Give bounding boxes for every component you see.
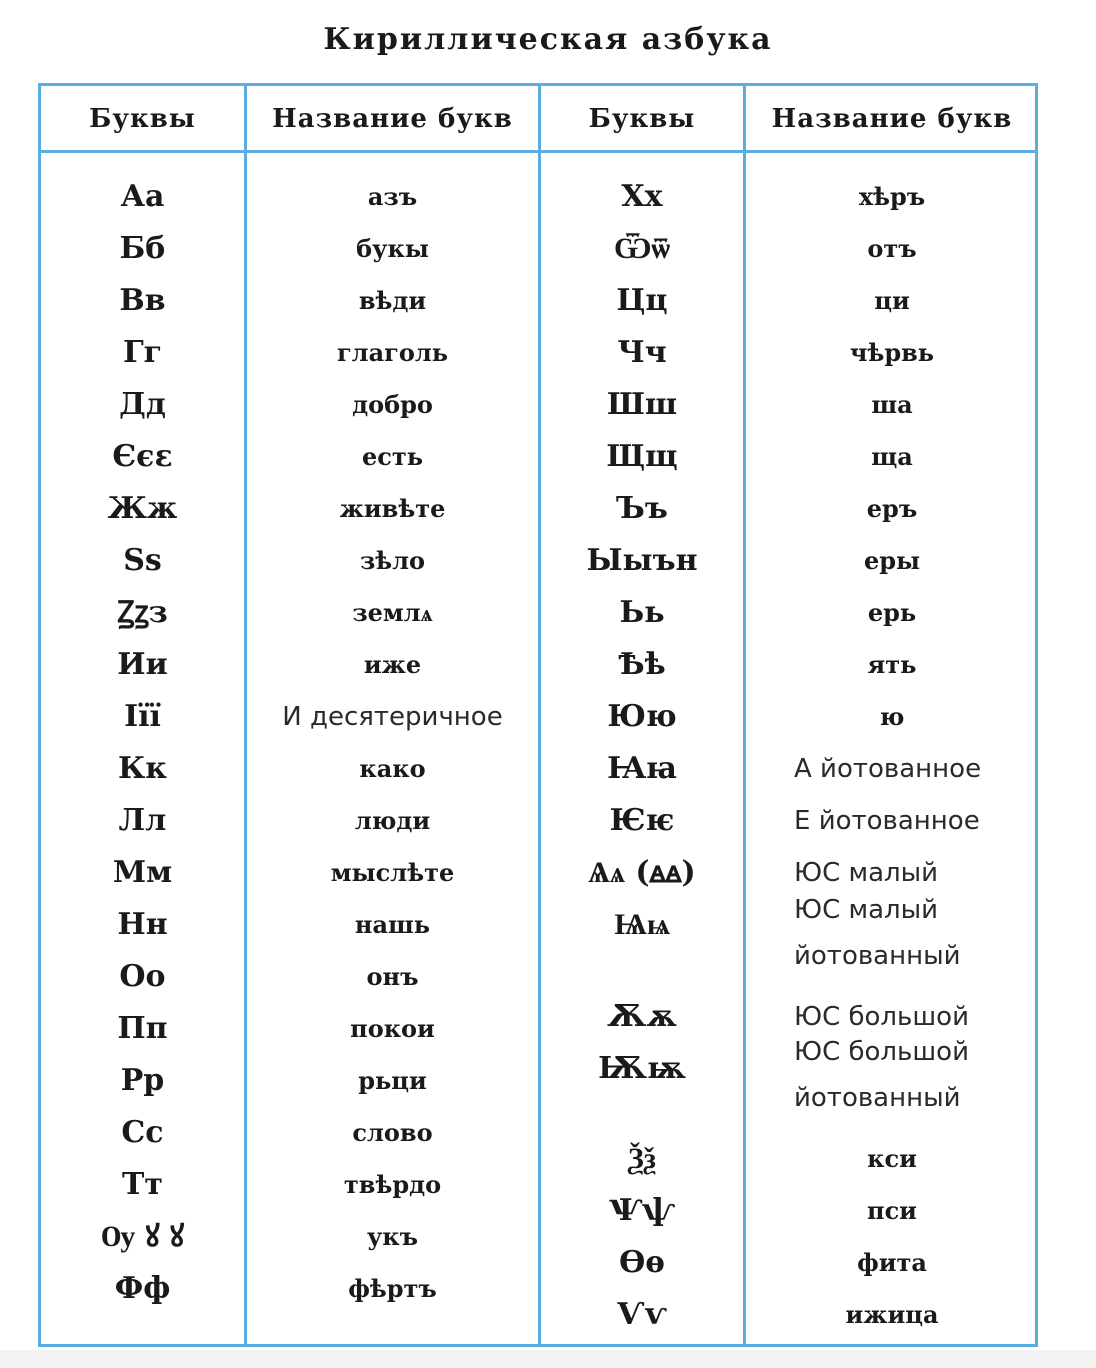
name-cell: ща (871, 442, 913, 471)
name-cell: пси (867, 1196, 917, 1225)
letter-cell: Ѭѭ (598, 1051, 686, 1086)
name-cell: ЮС большой йотованный (794, 1037, 969, 1113)
name-cell: отъ (867, 234, 917, 263)
name-cell: живѣте (339, 494, 446, 523)
letter-cell: Іїї (124, 699, 161, 734)
name-cell: И десятеричное (282, 702, 503, 732)
letter-cell: Ѳѳ (619, 1245, 665, 1280)
page-title: Кириллическая азбука (323, 22, 773, 57)
letter-cell: Щщ (606, 439, 678, 474)
letter-cell: Ꙁꙁз (117, 595, 168, 630)
name-cell: иже (363, 650, 422, 679)
name-cell: покои (350, 1014, 435, 1043)
letter-cell: Єєε (112, 439, 173, 474)
name-cell: А йотованное (794, 754, 982, 784)
name-cell: еръ (866, 494, 918, 523)
name-cell: твѣрдо (343, 1170, 442, 1199)
name-cell: чѣрвь (849, 338, 935, 367)
letter-cell: Ꙗꙗ (607, 751, 677, 786)
letter-cell: Ыыън (586, 543, 698, 578)
name-cell: ЮС малый йотованный (794, 895, 961, 971)
name-cell: ижица (845, 1300, 939, 1329)
name-cell: люди (354, 806, 431, 835)
header-names-right: Название букв (771, 104, 1013, 134)
letter-cell: Тт (122, 1167, 163, 1202)
name-cell: вѣди (358, 286, 427, 315)
name-cell: азъ (367, 182, 418, 211)
letter-cell: Юю (607, 699, 677, 734)
letter-cell: Бб (119, 231, 166, 266)
header-names-left: Название букв (272, 104, 513, 134)
letter-cell: Нн (117, 907, 168, 942)
name-cell: хѣръ (858, 182, 926, 211)
name-cell: мыслѣте (330, 858, 455, 887)
name-cell: есть (361, 442, 424, 471)
name-cell: ять (867, 650, 917, 679)
letter-cell: Оо (119, 959, 166, 994)
name-cell: добро (352, 390, 433, 419)
name-cell: слово (352, 1118, 433, 1147)
name-cell: ЮС малый (794, 858, 939, 888)
letter-cell: Чч (617, 335, 667, 370)
name-cell: онъ (366, 962, 419, 991)
letter-cell: Ѹ ꙋ ꙋ (100, 1219, 185, 1254)
letter-cell: Хх (621, 179, 663, 214)
name-cell: фѣртъ (348, 1274, 437, 1303)
letter-cell: Вв (119, 283, 166, 318)
letter-cell: Ѿѿ (613, 231, 671, 266)
name-cell: ерь (867, 598, 917, 627)
letter-cell: Ѩѩ (613, 907, 671, 942)
letter-cell: Ъъ (616, 491, 668, 526)
name-cell: Е йотованное (794, 806, 980, 836)
name-cell: рьци (358, 1066, 427, 1095)
letter-cell: Гг (122, 335, 163, 370)
letter-cell: Лл (118, 803, 167, 838)
letter-cell: Мм (112, 855, 173, 890)
letter-cell: Шш (606, 387, 678, 422)
name-cell: како (359, 754, 426, 783)
letter-cell: Сс (121, 1115, 164, 1150)
letter-cell: Фф (114, 1271, 171, 1306)
letter-cell: Ѯѯ (628, 1141, 656, 1176)
name-cell: еры (863, 546, 921, 575)
name-cell: ю (879, 702, 905, 731)
letter-cell: Ѫѫ (607, 999, 677, 1034)
name-cell: зѣло (359, 546, 426, 575)
name-cell: ци (874, 286, 910, 315)
letter-cell: Ѱѱ (608, 1193, 676, 1228)
letter-cell: Жж (107, 491, 178, 526)
name-cell: ЮС большой (794, 1002, 969, 1032)
letter-cell: Ѣѣ (618, 647, 666, 682)
name-cell: глаголь (336, 338, 449, 367)
letter-cell: Дд (119, 387, 166, 422)
header-letters-right: Буквы (588, 104, 696, 134)
letter-cell: Кк (118, 751, 167, 786)
letter-cell: Ѥѥ (609, 803, 675, 838)
letter-cell: Пп (117, 1011, 168, 1046)
letter-cell: Ии (117, 647, 168, 682)
name-cell: букы (356, 234, 429, 263)
name-cell: землѧ (352, 598, 433, 627)
name-cell: укъ (366, 1222, 419, 1251)
letter-cell: Ьь (619, 595, 665, 630)
alphabet-table (38, 83, 1038, 1347)
letter-cell: Цц (616, 283, 668, 318)
name-cell: ша (871, 390, 913, 419)
letter-cell: Ѧѧ (ꙙꙙ) (588, 855, 696, 890)
page-bottom-edge (0, 1350, 1096, 1368)
letter-cell: Ѕѕ (123, 543, 162, 578)
letter-cell: Аа (120, 179, 165, 214)
header-letters-left: Буквы (89, 104, 196, 134)
name-cell: нашь (354, 910, 431, 939)
letter-cell: Рр (120, 1063, 165, 1098)
letter-cell: Ѵѵ (617, 1297, 667, 1332)
name-cell: кси (867, 1144, 917, 1173)
name-cell: фита (857, 1248, 927, 1277)
